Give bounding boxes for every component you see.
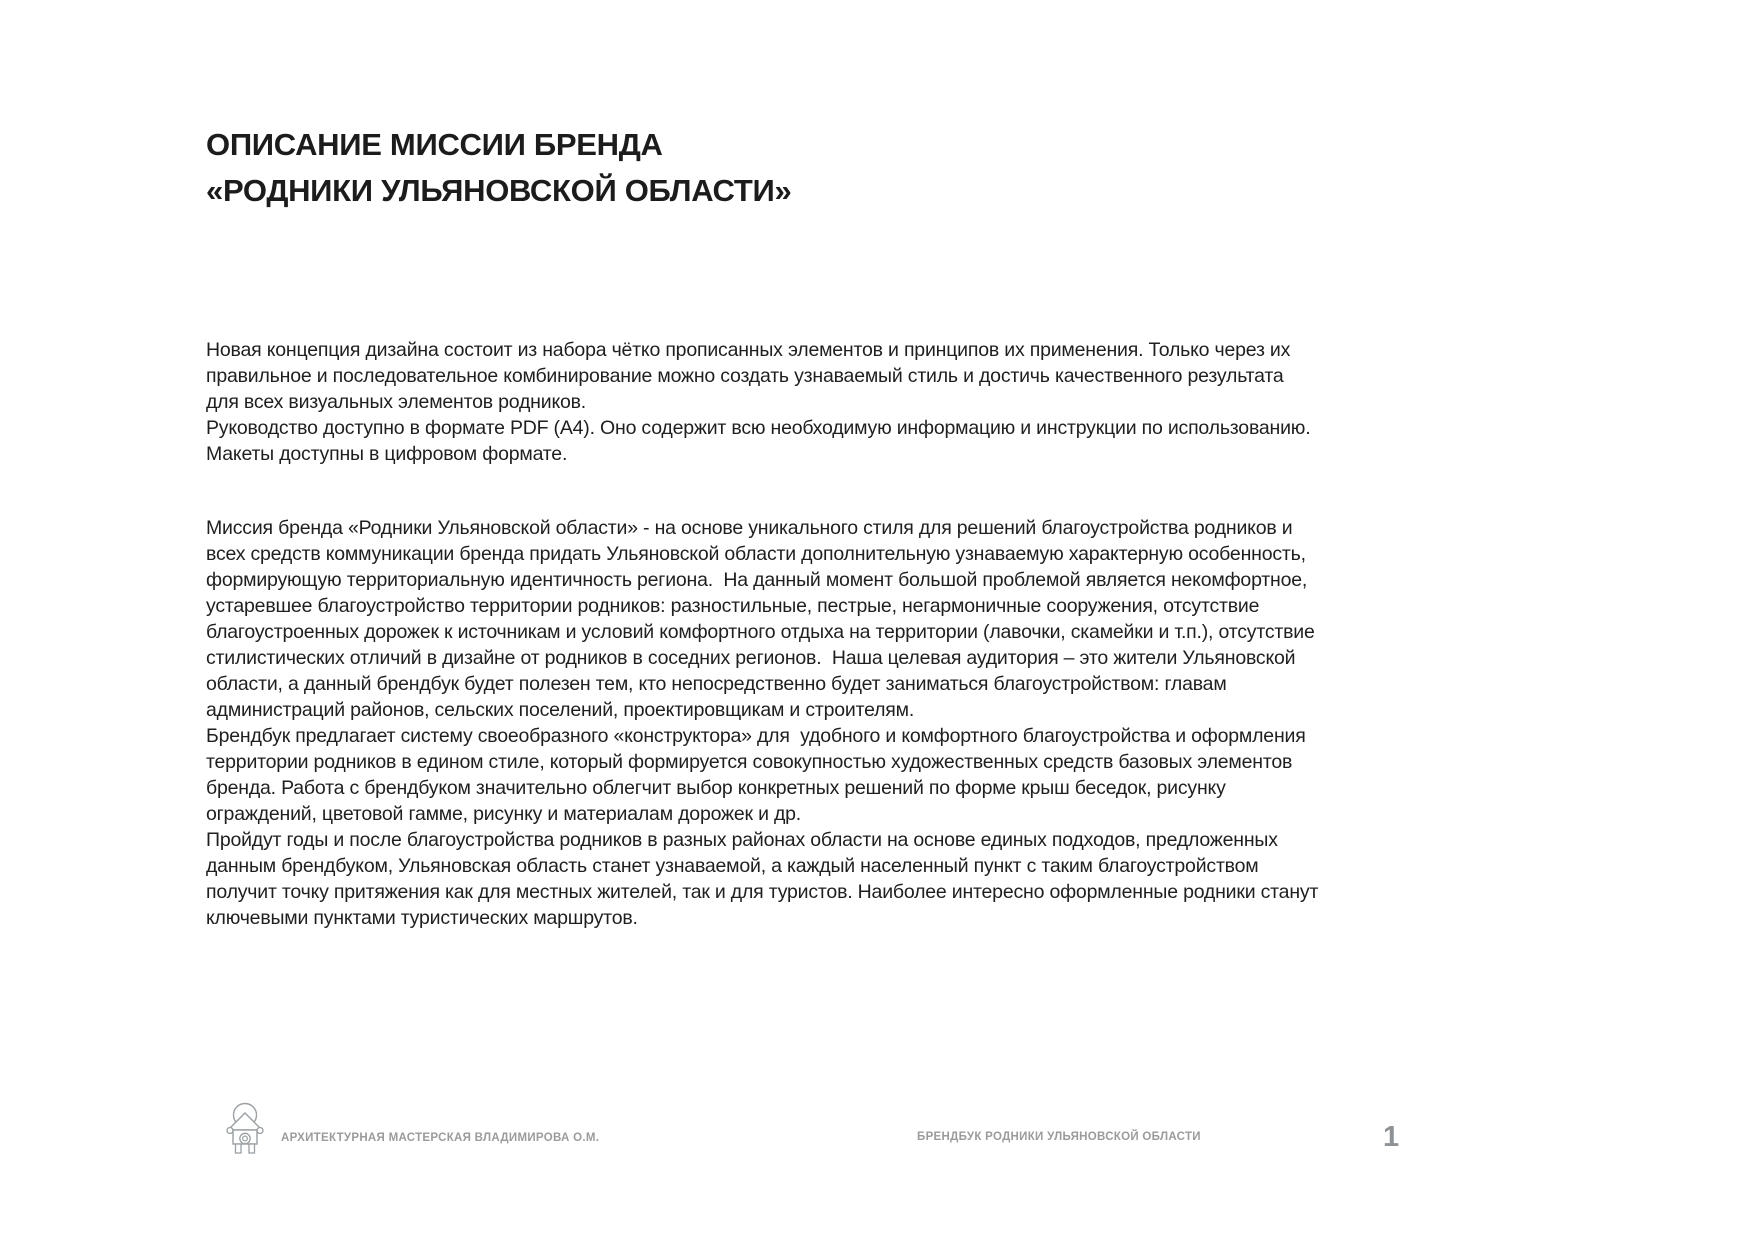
text-line: администраций районов, сельских поселений, проектировщикам и строителям. [206, 699, 915, 721]
page-number: 1 [1383, 1121, 1400, 1153]
text-line: бренда. Работа с брендбуком значительно облегчит выбор конкретных решений по форме крыш беседок, рисунку [206, 777, 1226, 799]
text-line: ограждений, цветовой гамме, рисунку и материалам дорожек и др. [206, 803, 802, 825]
text-line: данным брендбуком, Ульяновская область станет узнаваемой, а каждый населенный пункт с таким благоустройством [206, 855, 1259, 877]
text-line: устаревшее благоустройство территории родников: разностильные, пестрые, негармоничные сооружения, отсутствие [206, 595, 1260, 617]
page-title [206, 122, 791, 214]
text-line: всех средств коммуникации бренда придать Ульяновской области дополнительную узнаваемую характерную особенность, [206, 543, 1306, 565]
text-line: Брендбук предлагает систему своеобразного «конструктора» для удобного и комфортного благоустройства и оформления [206, 725, 1306, 747]
house-with-sun-icon [226, 1101, 264, 1155]
text-line: территории родников в едином стиле, который формируется совокупностью художественных средств базовых элементов [206, 751, 1293, 773]
text-line: Руководство доступно в формате PDF (А4). Оно содержит всю необходимую информацию и инструкции по использованию. [206, 417, 1311, 439]
page-footer [0, 1095, 1754, 1165]
paragraph [206, 337, 1318, 467]
text-line: Пройдут годы и после благоустройства родников в разных районах области на основе единых подходов, предложенных [206, 829, 1278, 851]
text-line: формирующую территориальную идентичность региона. На данный момент большой проблемой является некомфортное, [206, 569, 1308, 591]
studio-name-label: АРХИТЕКТУРНАЯ МАСТЕРСКАЯ ВЛАДИМИРОВА О.М. [281, 1132, 600, 1144]
text-line: ключевыми пунктами туристических маршрутов. [206, 907, 638, 929]
document-name-label: БРЕНДБУК РОДНИКИ УЛЬЯНОВСКОЙ ОБЛАСТИ [917, 1131, 1201, 1143]
text-line: благоустроенных дорожек к источникам и условий комфортного отдыха на территории (лавочки, скамейки и т.п.), отсутствие [206, 621, 1315, 643]
text-line: для всех визуальных элементов родников. [206, 391, 587, 413]
text-line: стилистических отличий в дизайне от родников в соседних регионов. Наша целевая аудитория – это жители Ульяновской [206, 647, 1296, 669]
text-line: Макеты доступны в цифровом формате. [206, 443, 568, 465]
text-line: правильное и последовательное комбинирование можно создать узнаваемый стиль и достичь качественного результата [206, 365, 1284, 387]
text-line: получит точку притяжения как для местных жителей, так и для туристов. Наиболее интересно оформленные родники станут [206, 881, 1319, 903]
paragraph [206, 515, 1318, 931]
text-line: Новая концепция дизайна состоит из набора чётко прописанных элементов и принципов их применения. Только через их [206, 339, 1291, 361]
text-line: области, а данный брендбук будет полезен тем, кто непосредственно будет заниматься благоустройством: главам [206, 673, 1227, 695]
page-title-line-1: ОПИСАНИЕ МИССИИ БРЕНДА [206, 127, 663, 162]
page-title-line-2: «РОДНИКИ УЛЬЯНОВСКОЙ ОБЛАСТИ» [206, 173, 792, 208]
body-text [206, 337, 1318, 931]
text-line: Миссия бренда «Родники Ульяновской области» - на основе уникального стиля для решений благоустройства родников и [206, 517, 1293, 539]
